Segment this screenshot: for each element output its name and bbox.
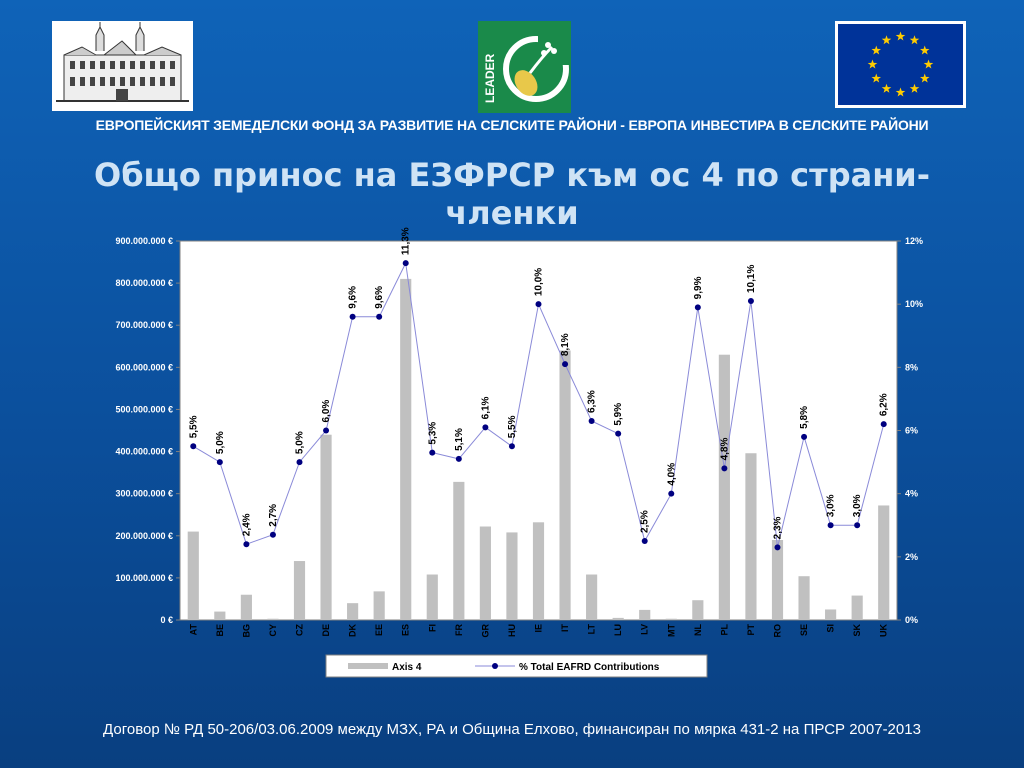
x-tick-label: IT — [560, 624, 571, 632]
x-tick-label: PL — [719, 624, 730, 636]
data-label-mt: 4,0% — [666, 462, 678, 486]
x-tick-label: BG — [241, 624, 252, 638]
contract-footer: Договор № РД 50-206/03.06.2009 между МЗХ, РА и Община Елхово, финансиран по мярка 431-2 на ПРСР 2007-2013 — [103, 721, 921, 738]
right-axis-tick-label: 8% — [905, 362, 919, 373]
marker-mt — [668, 491, 674, 497]
data-label-nl: 9,9% — [692, 276, 704, 300]
legend-label-axis4: Axis 4 — [392, 662, 422, 673]
marker-si — [828, 522, 834, 528]
x-tick-label: RO — [772, 624, 783, 638]
x-tick-label: FI — [427, 624, 438, 632]
bar-sk — [852, 596, 863, 620]
marker-hu — [509, 443, 515, 449]
x-tick-label: LT — [586, 624, 597, 635]
marker-dk — [350, 314, 356, 320]
x-tick-label: SE — [799, 624, 810, 637]
data-label-ro: 2,3% — [772, 516, 784, 540]
marker-cy — [270, 532, 276, 538]
bar-ro — [772, 540, 783, 620]
data-label-cy: 2,7% — [267, 503, 279, 527]
bar-lv — [639, 610, 650, 620]
marker-de — [323, 428, 329, 434]
marker-uk — [881, 421, 887, 427]
marker-pl — [721, 465, 727, 471]
x-tick-label: HU — [506, 624, 517, 637]
right-axis-tick-label: 6% — [905, 425, 919, 436]
right-axis-tick-label: 2% — [905, 551, 919, 562]
data-label-pl: 4,8% — [719, 437, 731, 461]
bar-uk — [878, 505, 889, 620]
legend-swatch-axis4 — [348, 663, 388, 669]
data-label-gr: 6,1% — [480, 396, 492, 420]
bar-bg — [241, 595, 252, 620]
bar-si — [825, 609, 836, 620]
data-label-sk: 3,0% — [852, 494, 864, 518]
x-tick-label: FR — [453, 624, 464, 636]
data-label-bg: 2,4% — [241, 513, 253, 537]
left-axis-tick-label: 700.000.000 € — [115, 320, 173, 331]
left-axis-tick-label: 800.000.000 € — [115, 278, 173, 289]
data-label-pt: 10,1% — [745, 264, 757, 294]
left-axis-tick-label: 200.000.000 € — [115, 530, 173, 541]
bar-es — [400, 279, 411, 620]
x-tick-label: EE — [374, 624, 385, 637]
data-label-si: 3,0% — [825, 494, 837, 518]
data-label-dk: 9,6% — [347, 286, 359, 309]
marker-it — [562, 361, 568, 367]
x-tick-label: BE — [214, 624, 225, 637]
marker-nl — [695, 304, 701, 310]
x-tick-label: CZ — [294, 624, 305, 636]
marker-at — [190, 443, 196, 449]
marker-fi — [429, 450, 435, 456]
x-tick-label: GR — [480, 624, 491, 638]
marker-se — [801, 434, 807, 440]
x-tick-label: DK — [347, 624, 358, 637]
bar-pl — [719, 355, 730, 620]
x-tick-label: MT — [666, 624, 677, 637]
legend-label-percent: % Total EAFRD Contributions — [519, 662, 660, 673]
data-label-fr: 5,1% — [453, 428, 465, 451]
x-tick-label: ES — [400, 624, 411, 637]
chart-legend — [326, 655, 707, 677]
bar-pt — [745, 453, 756, 620]
left-axis-tick-label: 400.000.000 € — [115, 446, 173, 457]
bar-ie — [533, 522, 544, 620]
data-label-lt: 6,3% — [586, 390, 598, 414]
marker-fr — [456, 456, 462, 462]
data-label-it: 8,1% — [560, 333, 572, 357]
marker-es — [403, 260, 409, 266]
bar-it — [559, 350, 570, 620]
marker-cz — [297, 459, 303, 465]
right-axis-tick-label: 4% — [905, 488, 919, 499]
left-axis-tick-label: 100.000.000 € — [115, 572, 173, 583]
data-label-ee: 9,6% — [374, 286, 386, 309]
data-label-lv: 2,5% — [639, 510, 651, 534]
marker-ro — [775, 544, 781, 550]
bar-ee — [374, 591, 385, 620]
marker-sk — [854, 522, 860, 528]
bar-de — [320, 435, 331, 620]
data-label-uk: 6,2% — [878, 393, 890, 417]
bar-gr — [480, 527, 491, 620]
page-title: Общо принос на ЕЗФРСР към ос 4 по страни-членки — [93, 156, 930, 232]
bar-hu — [506, 532, 517, 620]
right-axis-tick-label: 0% — [905, 615, 919, 625]
data-label-ie: 10,0% — [533, 267, 545, 297]
data-label-hu: 5,5% — [506, 415, 518, 439]
bar-cy — [267, 619, 278, 620]
left-axis-tick-label: 300.000.000 € — [115, 488, 173, 499]
bar-fr — [453, 482, 464, 620]
marker-ie — [536, 301, 542, 307]
program-subtitle: ЕВРОПЕЙСКИЯТ ЗЕМЕДЕЛСКИ ФОНД ЗА РАЗВИТИЕ НА СЕЛСКИТЕ РАЙОНИ - ЕВРОПА ИНВЕСТИРА В СЕЛСКИТЕ РАЙОНИ — [95, 117, 929, 133]
x-tick-label: IE — [533, 624, 544, 633]
bar-fi — [427, 575, 438, 620]
bar-mt — [666, 619, 677, 620]
marker-pt — [748, 298, 754, 304]
x-tick-label: CY — [267, 624, 278, 637]
left-axis-tick-label: 0 € — [160, 615, 173, 625]
x-tick-label: LU — [613, 624, 624, 636]
marker-gr — [482, 424, 488, 430]
bar-se — [798, 576, 809, 620]
bar-dk — [347, 603, 358, 620]
leader-logo-text: LEADER — [483, 53, 497, 103]
data-label-at: 5,5% — [188, 415, 200, 439]
data-label-lu: 5,9% — [613, 402, 625, 426]
right-axis-tick-label: 10% — [905, 299, 924, 310]
marker-bg — [243, 541, 249, 547]
marker-be — [217, 459, 223, 465]
data-label-se: 5,8% — [799, 406, 811, 429]
marker-lv — [642, 538, 648, 544]
bar-nl — [692, 600, 703, 620]
bar-lt — [586, 575, 597, 620]
marker-ee — [376, 314, 382, 320]
left-axis-tick-label: 500.000.000 € — [115, 404, 173, 415]
bar-at — [188, 532, 199, 620]
data-label-de: 6,0% — [321, 399, 333, 423]
x-tick-label: SK — [852, 624, 863, 637]
bar-cz — [294, 561, 305, 620]
x-tick-label: LV — [639, 624, 650, 635]
data-label-fi: 5,3% — [427, 421, 439, 445]
left-axis-tick-label: 900.000.000 € — [115, 236, 173, 246]
marker-lu — [615, 431, 621, 437]
x-tick-label: DE — [321, 624, 332, 637]
data-label-be: 5,0% — [214, 431, 226, 455]
data-label-cz: 5,0% — [294, 431, 306, 455]
right-axis-tick-label: 12% — [905, 236, 924, 246]
bar-be — [214, 612, 225, 620]
left-axis-tick-label: 600.000.000 € — [115, 362, 173, 373]
marker-lt — [589, 418, 595, 424]
data-label-es: 11,3% — [400, 227, 412, 256]
x-tick-label: UK — [878, 624, 889, 637]
bar-lu — [613, 618, 624, 620]
x-tick-label: SI — [825, 624, 836, 633]
legend-swatch-marker — [492, 663, 498, 669]
x-tick-label: PT — [745, 624, 756, 636]
x-tick-label: AT — [188, 624, 199, 636]
x-tick-label: NL — [692, 624, 703, 636]
